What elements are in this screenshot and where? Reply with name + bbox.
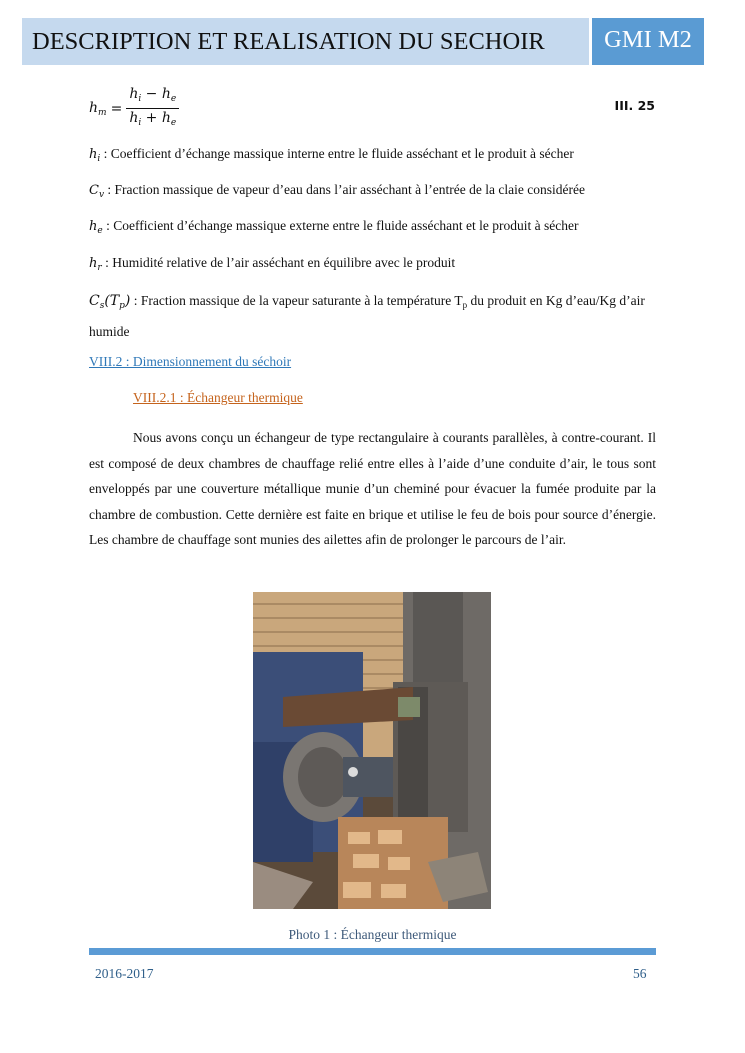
- formula-hm: $h_m$ = $\frac{h_i - h_e}{h_i + h_e}$: [89, 90, 179, 128]
- section-heading[interactable]: VIII.2 : Dimensionnement du séchoir: [89, 354, 292, 369]
- definition-hi: $h_i$ : Coefficient d’échange massique interne entre le fluide asséchant et le produit à sécher: [89, 146, 574, 164]
- photo-caption: Photo 1 : Échangeur thermique: [288, 927, 457, 942]
- page-header-badge: GMI M2: [592, 18, 704, 65]
- definition-hr: $h_r$ : Humidité relative de l’air asséchant en équilibre avec le produit: [89, 255, 456, 273]
- footer-divider: [89, 948, 656, 955]
- body-paragraph: Nous avons conçu un échangeur de type rectangulaire à courants parallèles, à contre-courant. Il est composé de deux chambres de chauffage relié entre elles à l’aide d’une conduite d’air, le tous sont enveloppés par une couverture métallique munie d’un cheminé pour évacuer la fumée produite par la chambre de combustion. Cette dernière est faite en brique et utilise le feu de bois pour source d’énergie. Les chambre de chauffage sont munies des ailettes afin de prolonger le parcours de l’air.: [89, 430, 656, 548]
- footer-year: 2016-2017: [95, 966, 154, 981]
- equation-number: III. 25: [614, 98, 655, 113]
- definition-cv: $C_v$ : Fraction massique de vapeur d’eau dans l’air asséchant à l’entrée de la claie considérée: [89, 182, 585, 200]
- page-header-title: DESCRIPTION ET REALISATION DU SECHOIR: [22, 18, 589, 65]
- heat-exchanger-photo: [253, 592, 491, 909]
- subsection-heading[interactable]: VIII.2.1 : Échangeur thermique: [133, 390, 303, 405]
- page-number: 56: [633, 966, 647, 981]
- definition-cs: $C_s(T_p)$ : Fraction massique de la vapeur saturante à la température $T_p$ du produit en Kg d’eau/Kg d’air humide: [89, 293, 645, 339]
- definition-he: $h_e$ : Coefficient d’échange massique externe entre le fluide asséchant et le produit à sécher: [89, 218, 579, 236]
